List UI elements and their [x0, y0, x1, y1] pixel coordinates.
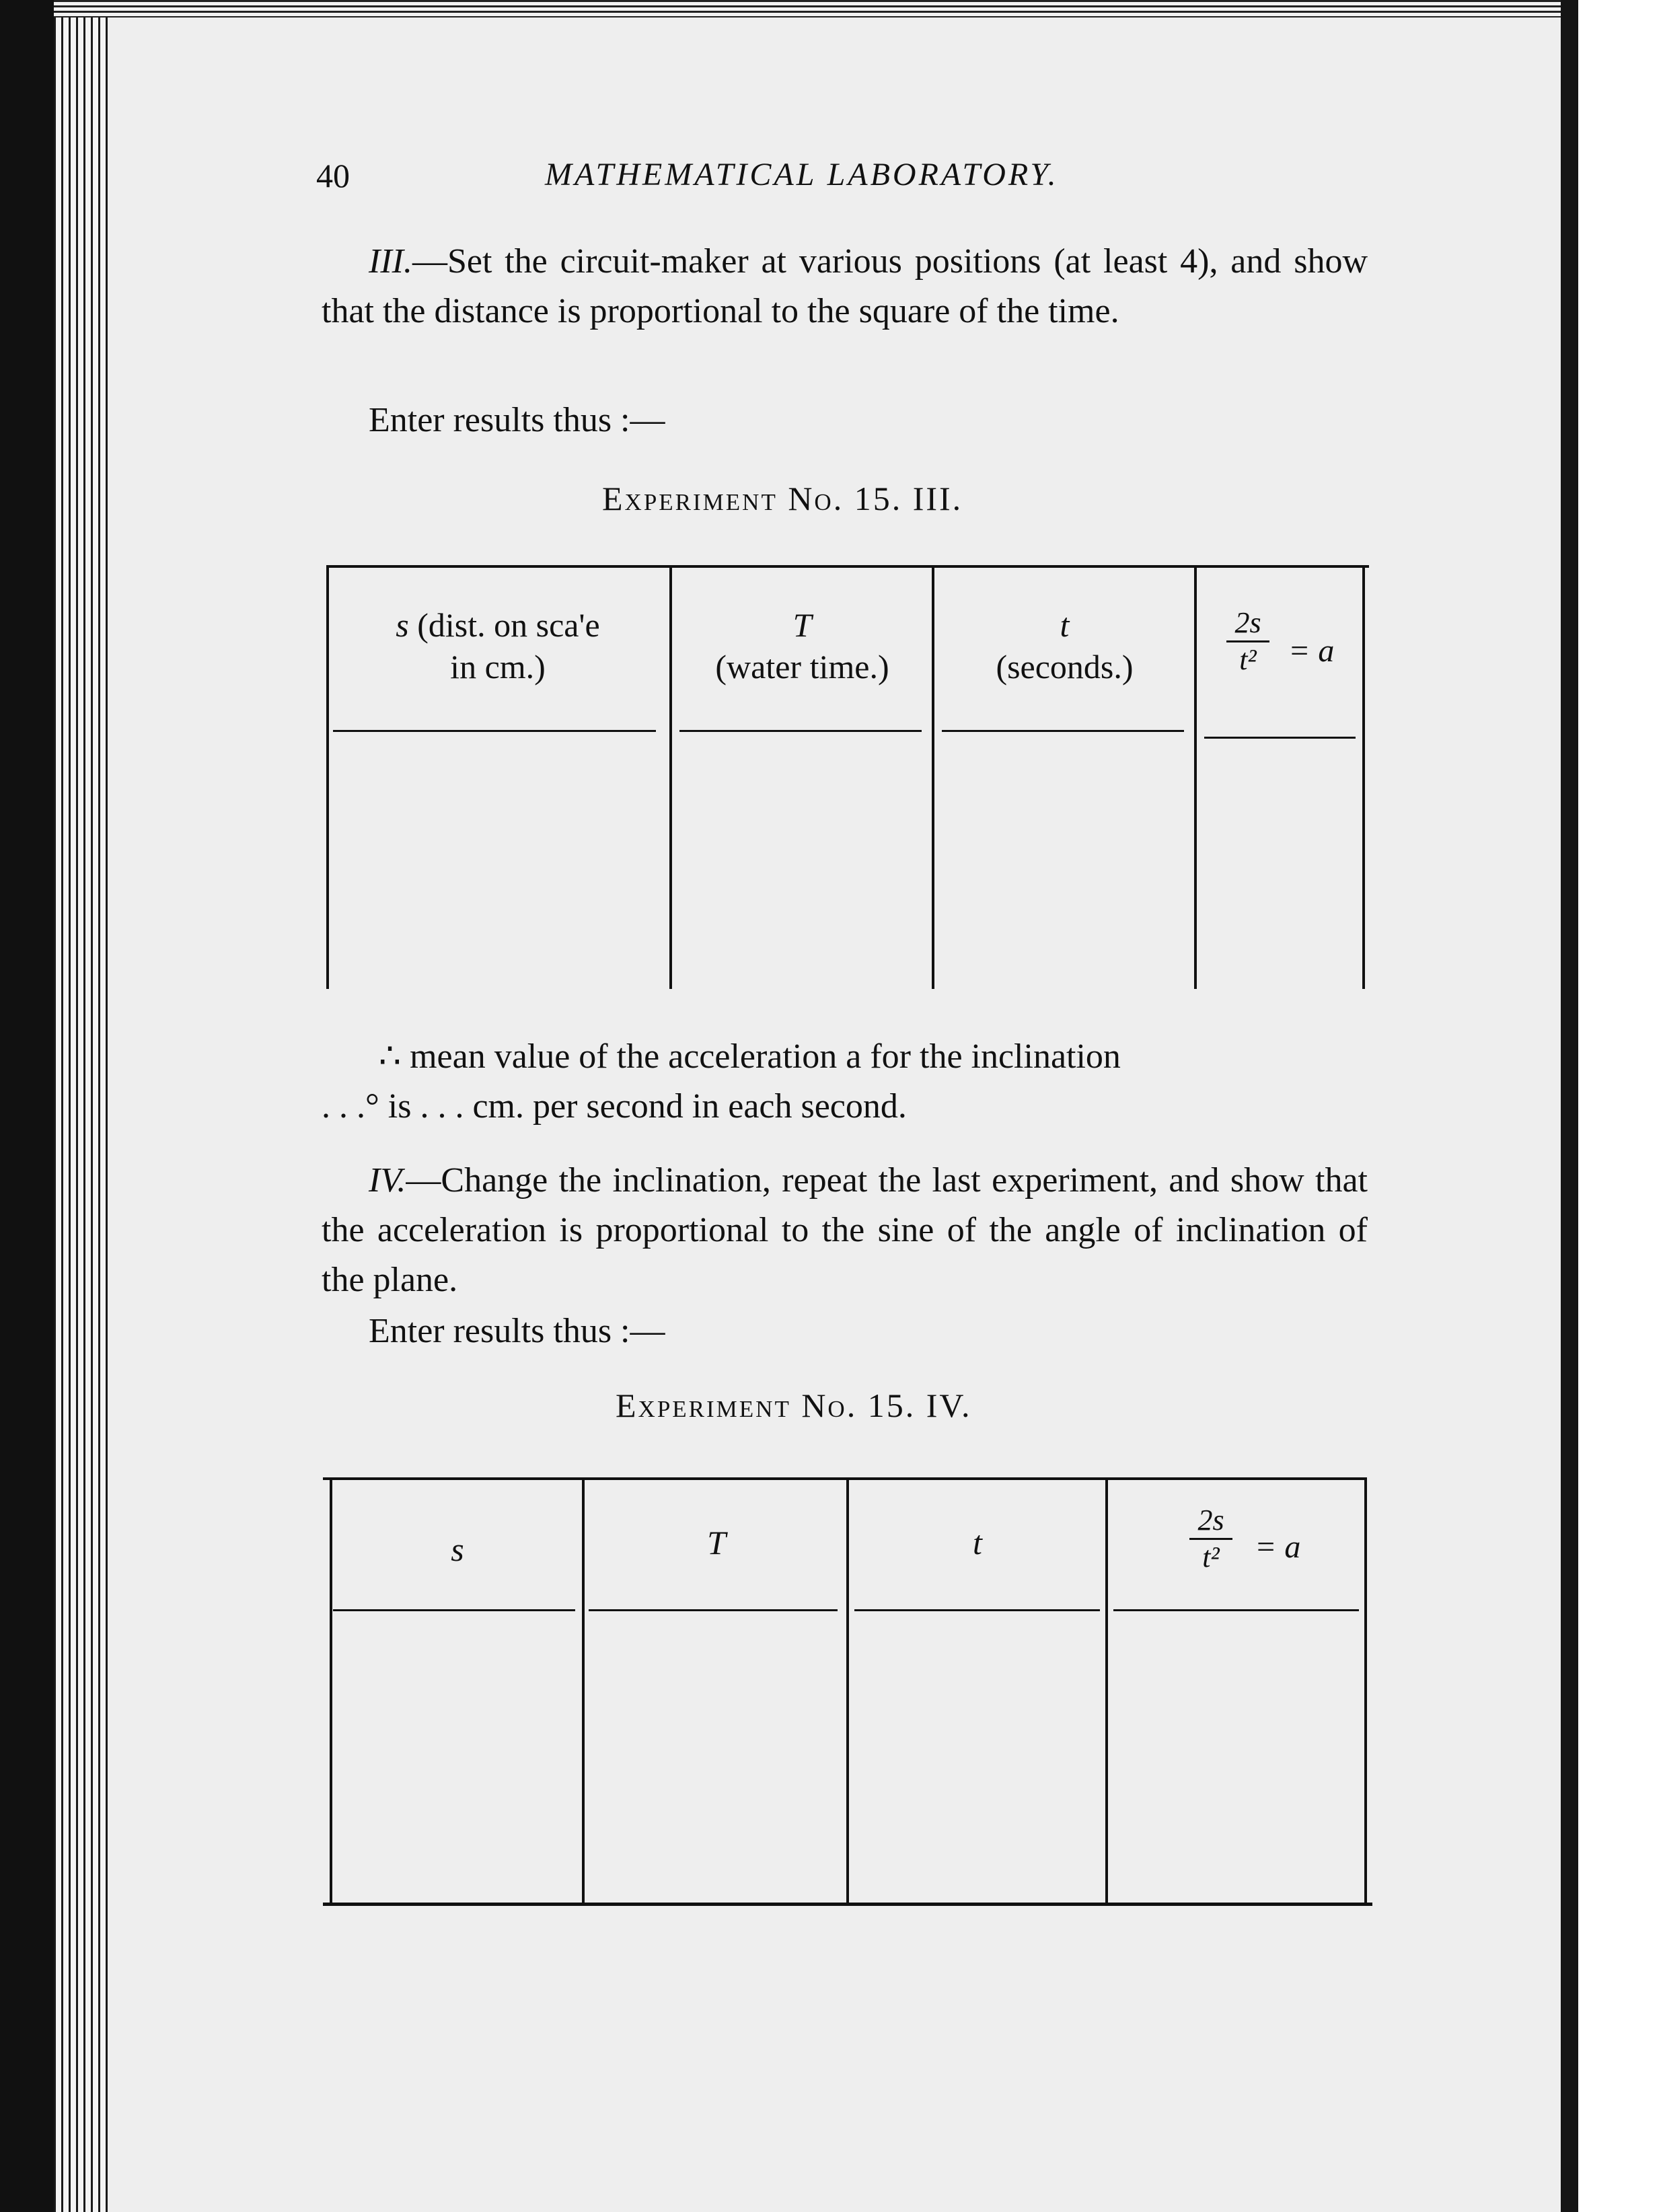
section-iii-paragraph: [322, 237, 1368, 336]
mean-value-line-2: [322, 1082, 1368, 1132]
table-iv-col-T: T: [707, 1524, 726, 1561]
table-iv-col-a-fraction: [1177, 1504, 1245, 1574]
table-iii-header-rule-4: [1204, 737, 1356, 739]
running-title: MATHEMATICAL LABORATORY.: [545, 157, 1059, 192]
table-iv-col-s: s: [451, 1531, 464, 1568]
enter-results-iii: Enter results thus :—: [369, 401, 665, 439]
col-s-label-1: (dist. on sca'e: [408, 606, 600, 644]
fraction-denominator: t²: [1202, 1541, 1220, 1574]
table-iv: [323, 1477, 1372, 1908]
col-t-label: (seconds.): [996, 648, 1134, 686]
col-s-variable: s: [396, 606, 409, 644]
table-iv-top-rule: [323, 1477, 1366, 1480]
section-iv-paragraph: [322, 1156, 1368, 1305]
col-t-variable: t: [1060, 606, 1070, 644]
right-page-edge: [1561, 0, 1578, 2212]
table-iii-header-rule-1: [333, 730, 656, 732]
top-page-edges: [54, 0, 1574, 17]
fraction-numerator: 2s: [1234, 606, 1261, 639]
page-edges: [54, 0, 108, 2212]
table-iv-header-rule-4: [1113, 1609, 1359, 1611]
section-iii-enter: [322, 396, 1368, 445]
table-iv-divider-3: [1105, 1477, 1108, 1903]
table-iv-header-rule-1: [333, 1609, 575, 1611]
section-iii-lead: III.: [369, 242, 412, 281]
table-iii-col-a-equals: = a: [1288, 633, 1335, 669]
table-iii-col-t: [935, 604, 1194, 688]
table-iii-divider-2: [932, 565, 934, 989]
table-iii-divider-3: [1194, 565, 1197, 989]
col-T-variable: T: [792, 606, 812, 644]
book-gutter: [0, 0, 54, 2212]
table-iv-col-t: t: [973, 1524, 982, 1561]
table-iii-col-a-fraction: [1214, 607, 1282, 676]
table-iii-header-rule-3: [942, 730, 1184, 732]
mean-value-text-2: . . .° is . . . cm. per second in each second.: [322, 1087, 907, 1126]
table-iii-caption: Experiment No. 15. III.: [602, 480, 963, 517]
fraction-bar: [1189, 1538, 1232, 1540]
table-iii-right-border: [1362, 565, 1365, 989]
table-iii-divider-1: [669, 565, 672, 989]
col-s-label-2: in cm.): [450, 648, 546, 686]
table-iv-col-a-equals: = a: [1255, 1529, 1301, 1565]
table-iv-right-border: [1364, 1477, 1367, 1903]
col-T-label: (water time.): [715, 648, 889, 686]
mean-value-text-1: ∴ mean value of the acceleration a for the inclination: [379, 1037, 1121, 1076]
table-iii-header-rule-2: [679, 730, 922, 732]
fraction-denominator: t²: [1239, 643, 1257, 676]
section-iv-enter: [322, 1306, 1368, 1356]
table-iii-col-T: [673, 604, 932, 688]
table-iv-header-rule-3: [854, 1609, 1100, 1611]
section-iii-text: —Set the circuit-maker at various positions (at least 4), and show that the distance is proportional to the square of the time.: [322, 242, 1368, 330]
page-number: 40: [316, 157, 350, 194]
table-iii: [326, 565, 1369, 996]
right-margin: [1578, 0, 1663, 2212]
table-iv-bottom-rule: [323, 1903, 1372, 1906]
table-iii-top-rule: [326, 565, 1369, 568]
running-head: [316, 156, 1366, 203]
table-iii-col-s: [333, 604, 663, 688]
table-iii-left-border: [326, 565, 329, 989]
section-iv-lead: IV.: [369, 1161, 406, 1200]
table-iv-divider-1: [582, 1477, 585, 1903]
table-iv-left-border: [330, 1477, 332, 1903]
table-iv-header-rule-2: [589, 1609, 838, 1611]
table-iv-caption: Experiment No. 15. IV.: [616, 1387, 972, 1424]
fraction-numerator: 2s: [1197, 1504, 1224, 1537]
fraction-bar: [1226, 640, 1269, 642]
enter-results-iv: Enter results thus :—: [369, 1312, 665, 1350]
mean-value-line-1: [322, 1032, 1368, 1082]
section-iv-text: —Change the inclination, repeat the last experiment, and show that the acceleration is proportional to the sine of the angle of inclination of the plane.: [322, 1161, 1368, 1299]
